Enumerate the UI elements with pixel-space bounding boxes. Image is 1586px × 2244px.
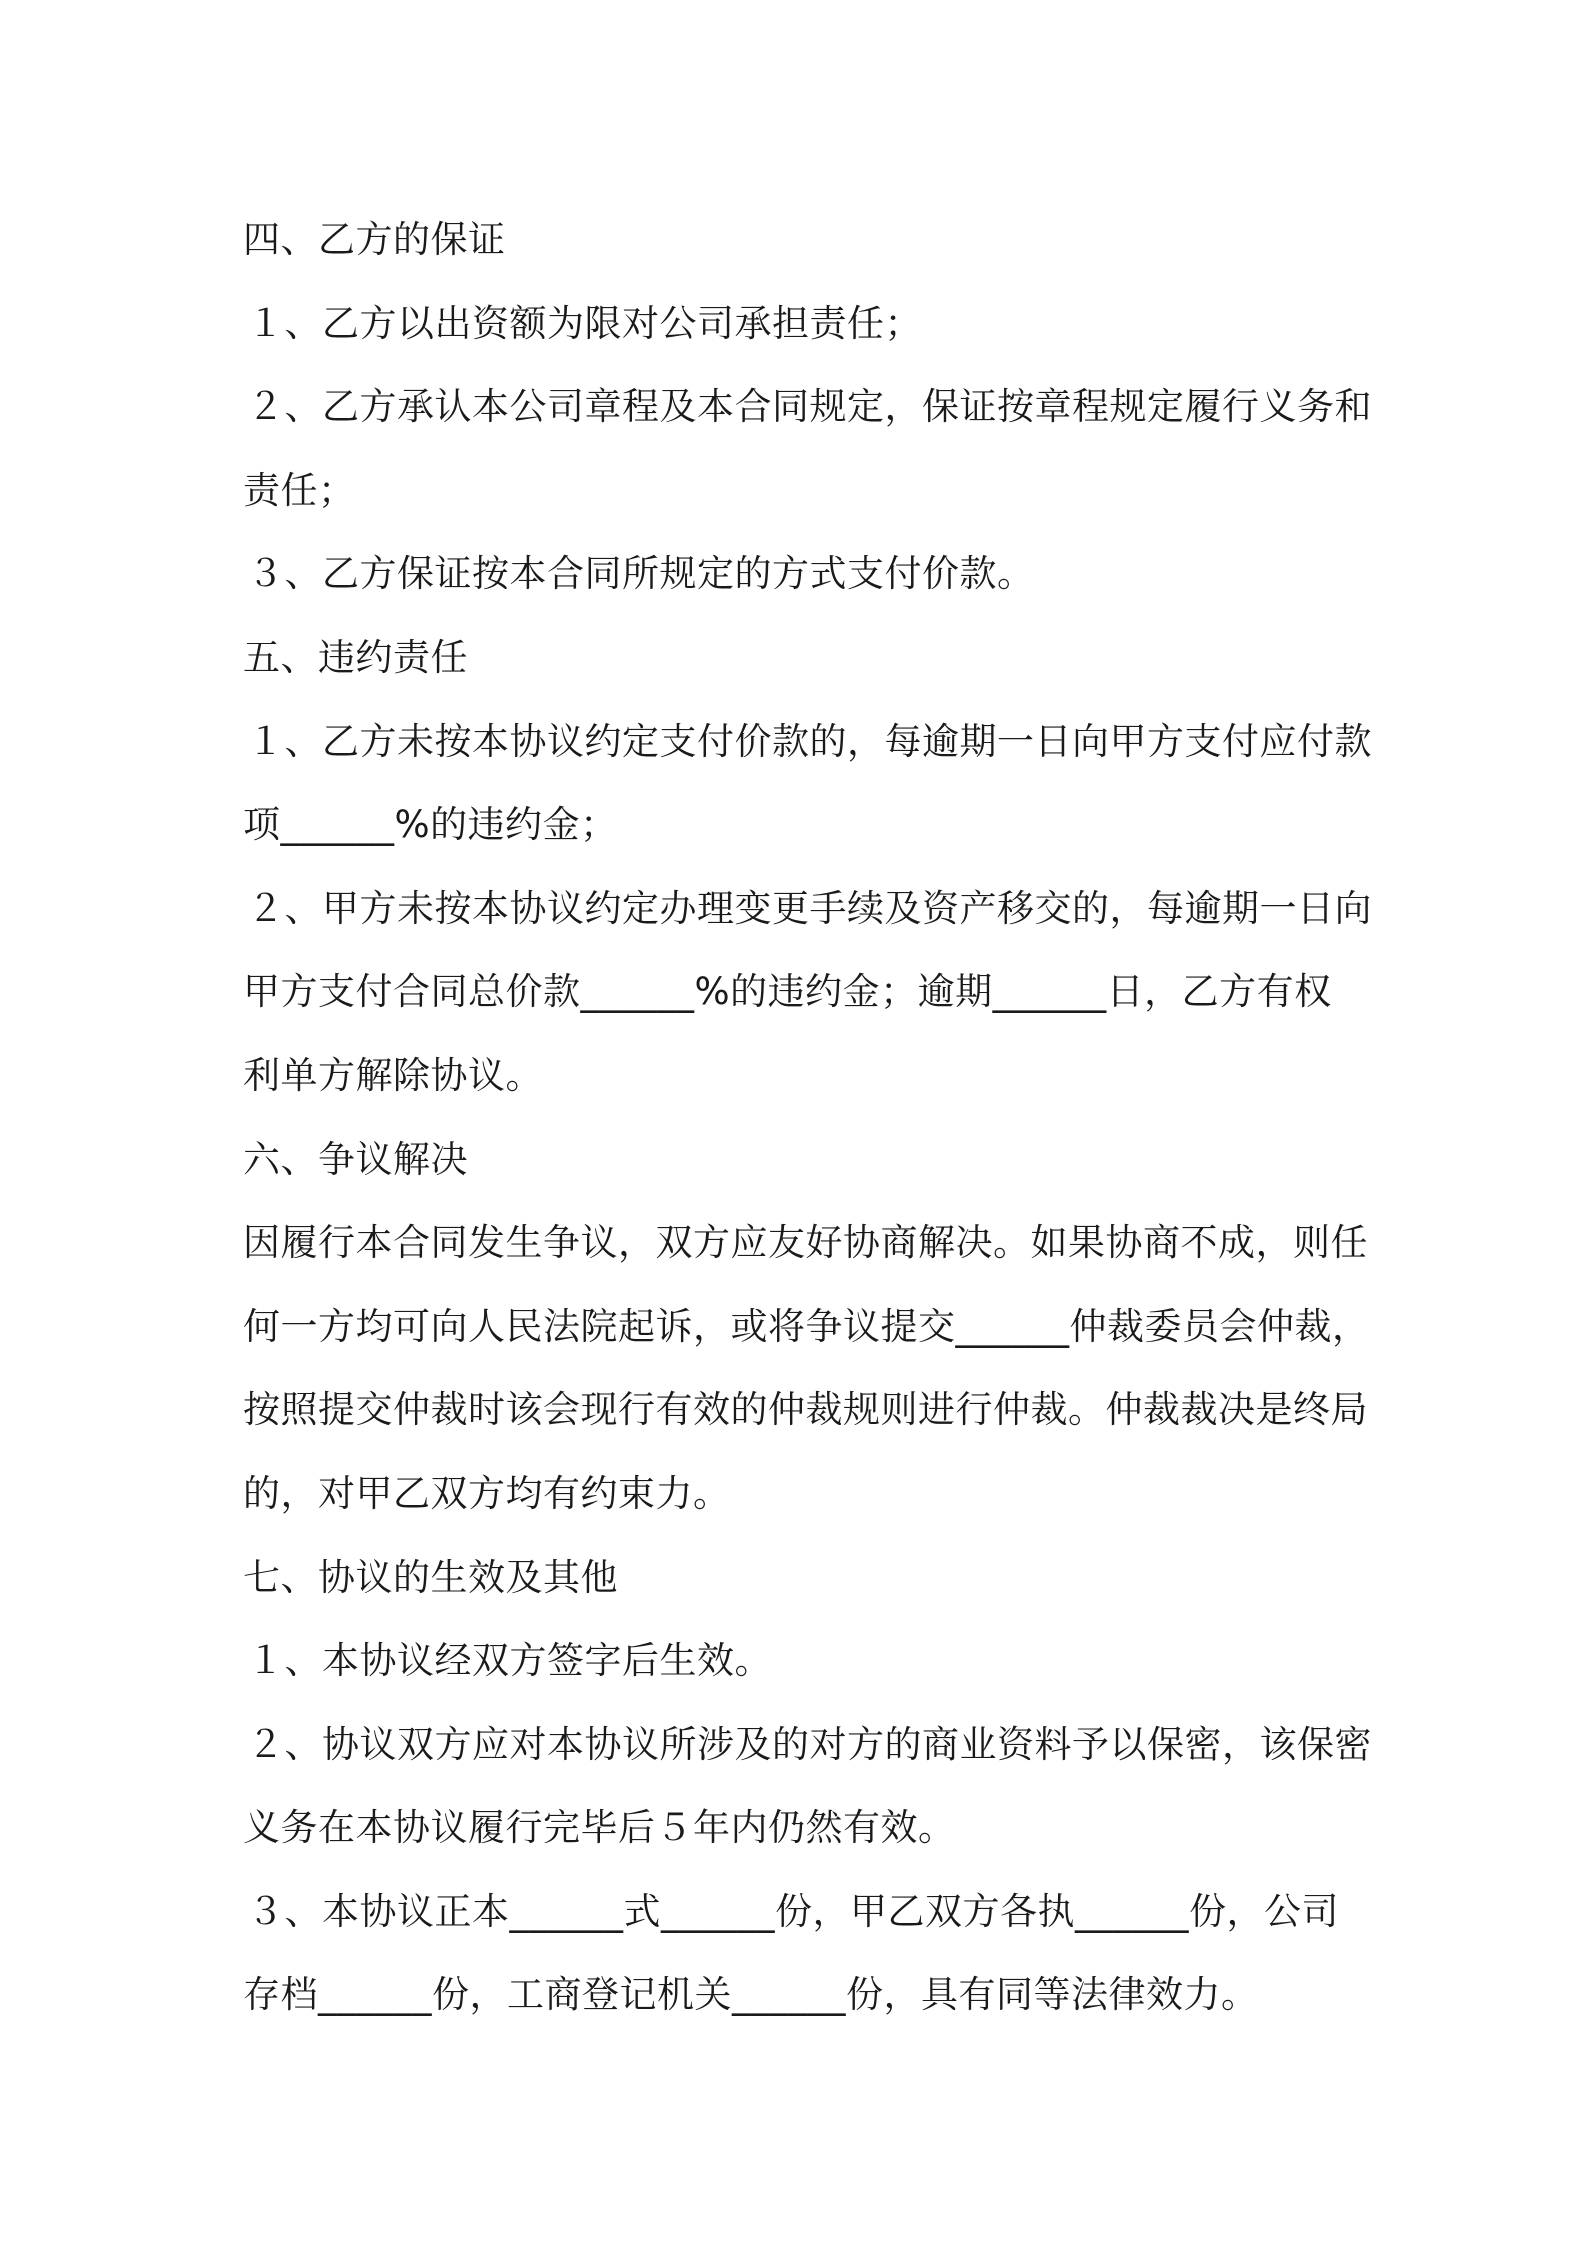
clause-text: 义务在本协议履行完毕后５年内仍然有效。 — [243, 1806, 956, 1850]
clause-text: １、本协议经双方签字后生效。 — [247, 1639, 772, 1683]
section-heading-breach: 五、违约责任 — [243, 635, 468, 679]
clause-text: 甲方支付合同总价款______%的违约金；逾期______日，乙方有权 — [243, 970, 1332, 1014]
clause-text: ２、协议双方应对本协议所涉及的对方的商业资料予以保密，该保密 — [247, 1722, 1372, 1766]
clause-text: 何一方均可向人民法院起诉，或将争议提交______仲裁委员会仲裁， — [243, 1304, 1370, 1348]
clause-text: ２、甲方未按本协议约定办理变更手续及资产移交的，每逾期一日向 — [247, 886, 1372, 930]
section-heading-effectiveness: 七、协议的生效及其他 — [243, 1555, 618, 1599]
clause-text: １、乙方未按本协议约定支付价款的，每逾期一日向甲方支付应付款 — [247, 719, 1372, 763]
clause-text: 责任； — [243, 468, 356, 512]
clause-text: 因履行本合同发生争议，双方应友好协商解决。如果协商不成，则任 — [243, 1221, 1368, 1265]
section-heading-guarantee: 四、乙方的保证 — [243, 218, 506, 261]
clause-text: ３、乙方保证按本合同所规定的方式支付价款。 — [247, 552, 1035, 596]
clause-text: ２、乙方承认本公司章程及本合同规定，保证按章程规定履行义务和 — [247, 385, 1372, 429]
section-heading-dispute: 六、争议解决 — [243, 1137, 468, 1181]
clause-text: ３、本协议正本______式______份，甲乙双方各执______份，公司 — [247, 1889, 1339, 1933]
clause-text: 项______%的违约金； — [243, 803, 618, 847]
clause-text: 的，对甲乙双方均有约束力。 — [243, 1471, 731, 1515]
clause-text: 存档______份，工商登记机关______份，具有同等法律效力。 — [243, 1973, 1259, 2017]
document-body — [243, 198, 1372, 2037]
clause-text: 按照提交仲裁时该会现行有效的仲裁规则进行仲裁。仲裁裁决是终局 — [243, 1388, 1368, 1432]
clause-text: １、乙方以出资额为限对公司承担责任； — [247, 301, 922, 345]
clause-text: 利单方解除协议。 — [243, 1053, 543, 1097]
